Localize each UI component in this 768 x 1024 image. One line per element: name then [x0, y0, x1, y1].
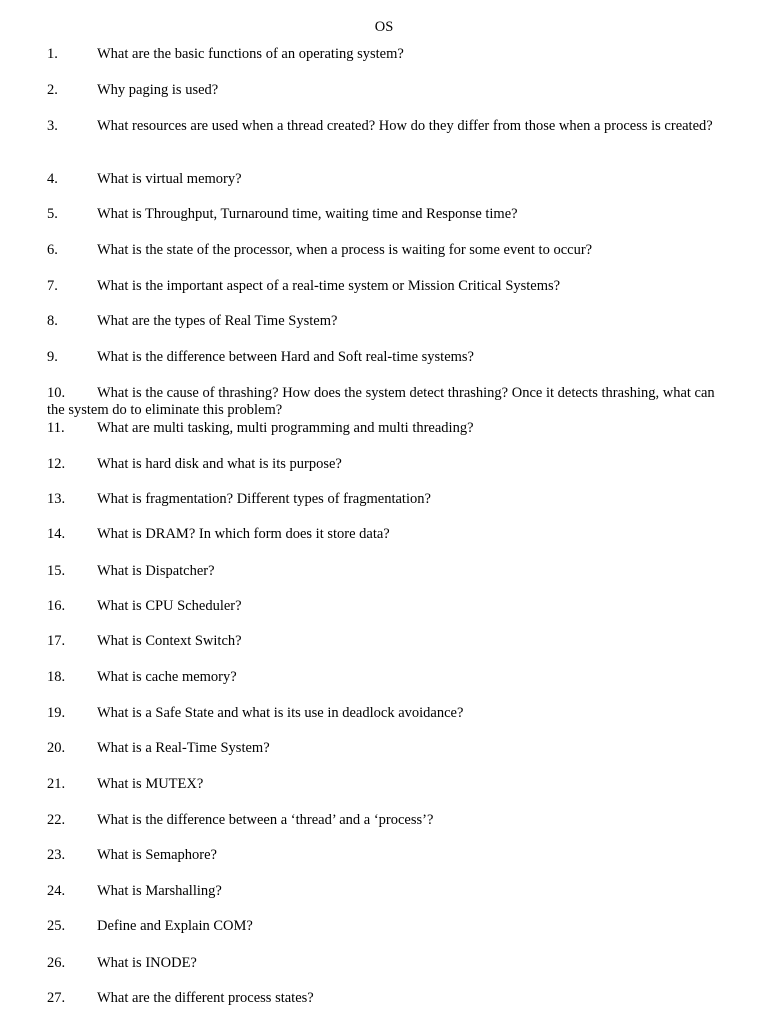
question-number: 19. — [47, 705, 66, 721]
question-text: What is INODE? — [97, 955, 197, 971]
question-item — [47, 46, 717, 63]
question-text: What is Dispatcher? — [97, 563, 215, 579]
question-item — [47, 563, 717, 580]
page-title: OS — [374, 19, 394, 35]
question-text: What are multi tasking, multi programming and multi threading? — [97, 420, 474, 436]
question-text: What is Context Switch? — [97, 633, 242, 649]
question-text: What is the cause of thrashing? How does the system detect thrashing? Once it detects thrashing, what can the system do to eliminate this problem? — [47, 385, 715, 418]
question-number: 7. — [47, 278, 58, 294]
question-number: 22. — [47, 812, 66, 828]
question-number: 25. — [47, 918, 66, 934]
question-number: 4. — [47, 171, 58, 187]
question-text: What is hard disk and what is its purpose? — [97, 456, 342, 472]
question-text: What is fragmentation? Different types of fragmentation? — [97, 491, 431, 507]
question-text: Why paging is used? — [97, 82, 219, 98]
question-item — [47, 990, 717, 1007]
question-number: 8. — [47, 313, 58, 329]
question-number: 26. — [47, 955, 66, 971]
question-item — [47, 171, 717, 188]
question-item — [47, 598, 717, 615]
question-number: 18. — [47, 669, 66, 685]
question-number: 6. — [47, 242, 58, 258]
question-number: 17. — [47, 633, 66, 649]
question-item — [47, 242, 717, 259]
question-text: What is virtual memory? — [97, 171, 242, 187]
question-item — [47, 420, 717, 437]
question-text: What are the types of Real Time System? — [97, 313, 338, 329]
question-item — [47, 669, 717, 686]
question-number: 2. — [47, 82, 58, 98]
question-item — [47, 278, 717, 295]
question-number: 16. — [47, 598, 66, 614]
question-text: What is a Real-Time System? — [97, 740, 270, 756]
question-text: What is Throughput, Turnaround time, waiting time and Response time? — [97, 206, 518, 222]
question-item — [47, 955, 717, 972]
question-number: 12. — [47, 456, 66, 472]
question-number: 3. — [47, 118, 58, 134]
question-number: 24. — [47, 883, 66, 899]
question-number: 5. — [47, 206, 58, 222]
question-item — [47, 526, 717, 543]
question-item — [47, 633, 717, 650]
question-number: 13. — [47, 491, 66, 507]
question-item — [47, 456, 717, 473]
question-text: What resources are used when a thread created? How do they differ from those when a process is created? — [97, 118, 713, 134]
question-number: 21. — [47, 776, 66, 792]
question-number: 15. — [47, 563, 66, 579]
question-item — [47, 385, 717, 419]
question-text: What is the difference between Hard and Soft real-time systems? — [97, 349, 474, 365]
question-number: 10. — [47, 385, 66, 401]
question-text: What is the difference between a ‘thread’ and a ‘process’? — [97, 812, 434, 828]
question-item — [47, 206, 717, 223]
question-number: 20. — [47, 740, 66, 756]
question-item — [47, 82, 717, 99]
question-number: 11. — [47, 420, 65, 436]
question-text: What is the state of the processor, when a process is waiting for some event to occur? — [97, 242, 593, 258]
question-item — [47, 776, 717, 793]
question-number: 1. — [47, 46, 58, 62]
question-item — [47, 740, 717, 757]
question-item — [47, 349, 717, 366]
question-item — [47, 118, 717, 135]
question-item — [47, 491, 717, 508]
question-item — [47, 918, 717, 935]
question-text: What is Marshalling? — [97, 883, 222, 899]
question-text: What is CPU Scheduler? — [97, 598, 242, 614]
question-text: What is DRAM? In which form does it store data? — [97, 526, 390, 542]
question-item — [47, 812, 717, 829]
question-item — [47, 705, 717, 722]
question-text: What are the basic functions of an operating system? — [97, 46, 404, 62]
question-text: What are the different process states? — [97, 990, 314, 1006]
question-item — [47, 883, 717, 900]
question-text: What is the important aspect of a real-time system or Mission Critical Systems? — [97, 278, 561, 294]
question-number: 14. — [47, 526, 66, 542]
question-number: 23. — [47, 847, 66, 863]
question-text: What is MUTEX? — [97, 776, 204, 792]
question-number: 9. — [47, 349, 58, 365]
question-item — [47, 313, 717, 330]
question-text: Define and Explain COM? — [97, 918, 253, 934]
question-text: What is cache memory? — [97, 669, 237, 685]
question-text: What is Semaphore? — [97, 847, 217, 863]
question-number: 27. — [47, 990, 66, 1006]
question-text: What is a Safe State and what is its use in deadlock avoidance? — [97, 705, 464, 721]
question-item — [47, 847, 717, 864]
